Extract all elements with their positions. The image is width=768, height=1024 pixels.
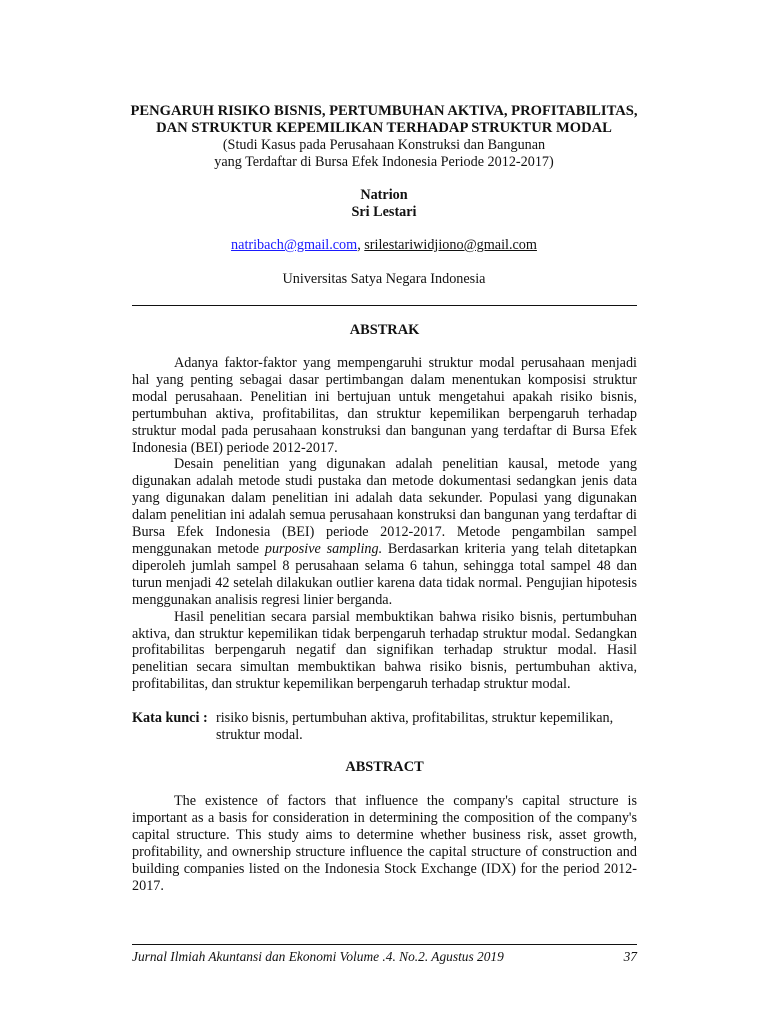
author-name: Sri Lestari bbox=[351, 204, 417, 220]
footer-journal-citation: Jurnal Ilmiah Akuntansi dan Ekonomi Volume .4. No.2. Agustus 2019 bbox=[132, 949, 504, 964]
abstract-heading: ABSTRACT bbox=[345, 759, 424, 775]
abstract-body bbox=[132, 793, 637, 894]
email-link-1[interactable]: natribach@gmail.com bbox=[231, 237, 358, 253]
abstrak-body bbox=[132, 355, 637, 693]
keywords-label: Kata kunci : bbox=[132, 710, 208, 726]
paper-title-line-2: DAN STRUKTUR KEPEMILIKAN TERHADAP STRUKTUR MODAL bbox=[156, 120, 612, 136]
paper-title bbox=[100, 103, 668, 137]
email-link-2[interactable]: srilestariwidjiono@gmail.com bbox=[364, 237, 537, 253]
abstrak-p2-italic-term: purposive sampling. bbox=[264, 540, 383, 557]
abstrak-paragraph-1: Adanya faktor-faktor yang mempengaruhi struktur modal perusahaan menjadi hal yang penting sebagai dasar pertimbangan dalam menentukan komposisi struktur modal perusahaan. Penelitian ini bertujuan untuk mengetahui apakah risiko bisnis, pertumbuhan aktiva, profitabilitas, dan struktur kepemilikan berpengaruh terhadap struktur modal pada perusahaan konstruksi dan bangunan yang terdaftar di Bursa Efek Indonesia (BEI) periode 2012-2017. bbox=[132, 355, 637, 456]
paper-subtitle-line-1: (Studi Kasus pada Perusahaan Konstruksi dan Bangunan bbox=[222, 137, 546, 153]
footer-page-number: 37 bbox=[623, 949, 637, 964]
footer-divider bbox=[132, 944, 637, 945]
keywords-text: risiko bisnis, pertumbuhan aktiva, profitabilitas, struktur kepemilikan, struktur modal. bbox=[216, 710, 614, 743]
paper-subtitle bbox=[100, 137, 668, 171]
email-separator: , bbox=[357, 237, 365, 253]
paper-subtitle-line-2: yang Terdaftar di Bursa Efek Indonesia Periode 2012-2017) bbox=[214, 154, 554, 170]
abstract-paragraph-1: The existence of factors that influence the company's capital structure is important as a basis for consideration in determining the composition of the company's capital structure. This study aims to determine whether business risk, asset growth, profitability, and ownership structure influence the capital structure of construction and building companies listed on the Indonesia Stock Exchange (IDX) for the period 2012-2017. bbox=[132, 793, 637, 894]
paper-title-line-1: PENGARUH RISIKO BISNIS, PERTUMBUHAN AKTIVA, PROFITABILITAS, bbox=[130, 103, 638, 119]
abstrak-paragraph-2 bbox=[132, 456, 637, 608]
author-name: Natrion bbox=[360, 187, 408, 203]
abstrak-p2-text-b: Berdasarkan kriteria yang telah ditetapkan diperoleh jumlah sampel 8 perusahaan selama 6 tahun, sehingga total sampel 48 dan turun menjadi 42 setelah dilakukan outlier karena data tidak normal. Pengujian hipotesis menggunakan analisis regresi linier berganda. bbox=[132, 540, 638, 608]
header-divider bbox=[132, 305, 637, 306]
author-list bbox=[100, 187, 668, 221]
abstrak-heading: ABSTRAK bbox=[349, 322, 420, 338]
abstrak-p2-text-a: Desain penelitian yang digunakan adalah penelitian kausal, metode yang digunakan adalah metode studi pustaka dan metode dokumentasi sedangkan jenis data yang digunakan dalam penelitian ini adalah data sekunder. Populasi yang digunakan dalam penelitian ini adalah semua perusahaan konstruksi dan bangunan yang terdaftar di Bursa Efek Indonesia (BEI) periode 2012-2017. Metode pengambilan sampel menggunakan metode bbox=[132, 456, 637, 557]
abstrak-paragraph-3: Hasil penelitian secara parsial membuktikan bahwa risiko bisnis, pertumbuhan aktiva, dan struktur kepemilikan tidak berpengaruh terhadap struktur modal. Sedangkan profitabilitas berpengaruh negatif dan signifikan terhadap struktur modal. Hasil penelitian secara simultan membuktikan bahwa risiko bisnis, pertumbuhan aktiva, profitabilitas, dan struktur kepemilikan berpengaruh terhadap struktur modal. bbox=[132, 608, 637, 693]
author-emails bbox=[100, 237, 668, 254]
affiliation: Universitas Satya Negara Indonesia bbox=[282, 271, 486, 287]
